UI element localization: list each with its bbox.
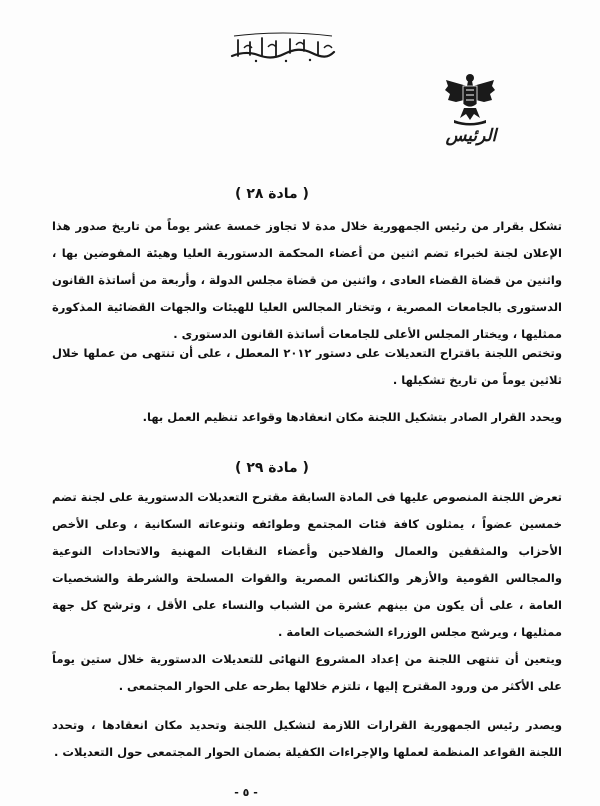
article-28-paragraph-3: ويحدد القرار الصادر بتشكيل اللجنة مكان انعقادها وقواعد تنظيم العمل بها. — [142, 410, 562, 424]
page-number: - ٥ - — [234, 786, 258, 799]
article-28-paragraph-2: وتختص اللجنة باقتراح التعديلات على دستور ٢٠١٢ المعطل ، على أن تنتهى من عملها خلال ثلاثين يوماً من تاريخ تشكيلها . — [52, 346, 562, 387]
article-29-paragraph-1: تعرض اللجنة المنصوص عليها فى المادة السابقة مقترح التعديلات الدستورية على لجنة تضم خمسين عضواً ، يمثلون كافة فئات المجتمع وطوائفه وتنوعاته السكانية ، وعلى الأخص الأحزاب والمثقفين والعمال والفلاحين وأعضاء النقابات المهنية والاتحادات النوعية والمجالس القومية والأزهر والكنائس المصرية والقوات المسلحة والشرطة والشخصيات العامة ، على أن يكون من بينهم عشرة من الشباب والنساء على الأقل ، وترشح كل جهة ممثليها ، ويرشح مجلس الوزراء الشخصيات العامة . — [52, 490, 562, 639]
article-29-paragraph-2: ويتعين أن تنتهى اللجنة من إعداد المشروع النهائى للتعديلات الدستورية خلال ستين يوماً على الأكثر من ورود المقترح إليها ، تلتزم خلالها بطرحه على الحوار المجتمعى . — [52, 652, 562, 693]
basmala-calligraphy — [228, 30, 338, 66]
basmala-calligraphy-icon — [228, 30, 338, 66]
president-title: الرئيس — [445, 126, 497, 146]
basmala-text — [228, 66, 229, 67]
article-29-paragraph-3: ويصدر رئيس الجمهورية القرارات اللازمة لتشكيل اللجنة وتحديد مكان انعقادها ، وتحدد اللجنة القواعد المنظمة لعملها والإجراءات الكفيلة بضمان الحوار المجتمعى حول التعديلات . — [52, 718, 562, 759]
eagle-emblem — [442, 70, 498, 126]
article-29-title: ( مادة ٢٩ ) — [235, 460, 309, 476]
article-28-paragraph-1: تشكل بقرار من رئيس الجمهورية خلال مدة لا تجاوز خمسة عشر يوماً من تاريخ صدور هذا الإعلان لجنة لخبراء تضم اثنين من أعضاء المحكمة الدستورية العليا وهيئة المفوضين بها ، واثنين من قضاة القضاء العادى ، واثنين من قضاة مجلس الدولة ، وأربعة من أساتذة القانون الدستورى بالجامعات المصرية ، وتختار المجالس العليا للهيئات والجهات القضائية المذكورة ممثليها ، ويختار المجلس الأعلى للجامعات أساتذة القانون الدستورى . — [52, 219, 562, 341]
article-28-title: ( مادة ٢٨ ) — [235, 186, 309, 202]
eagle-emblem-icon — [442, 70, 498, 126]
